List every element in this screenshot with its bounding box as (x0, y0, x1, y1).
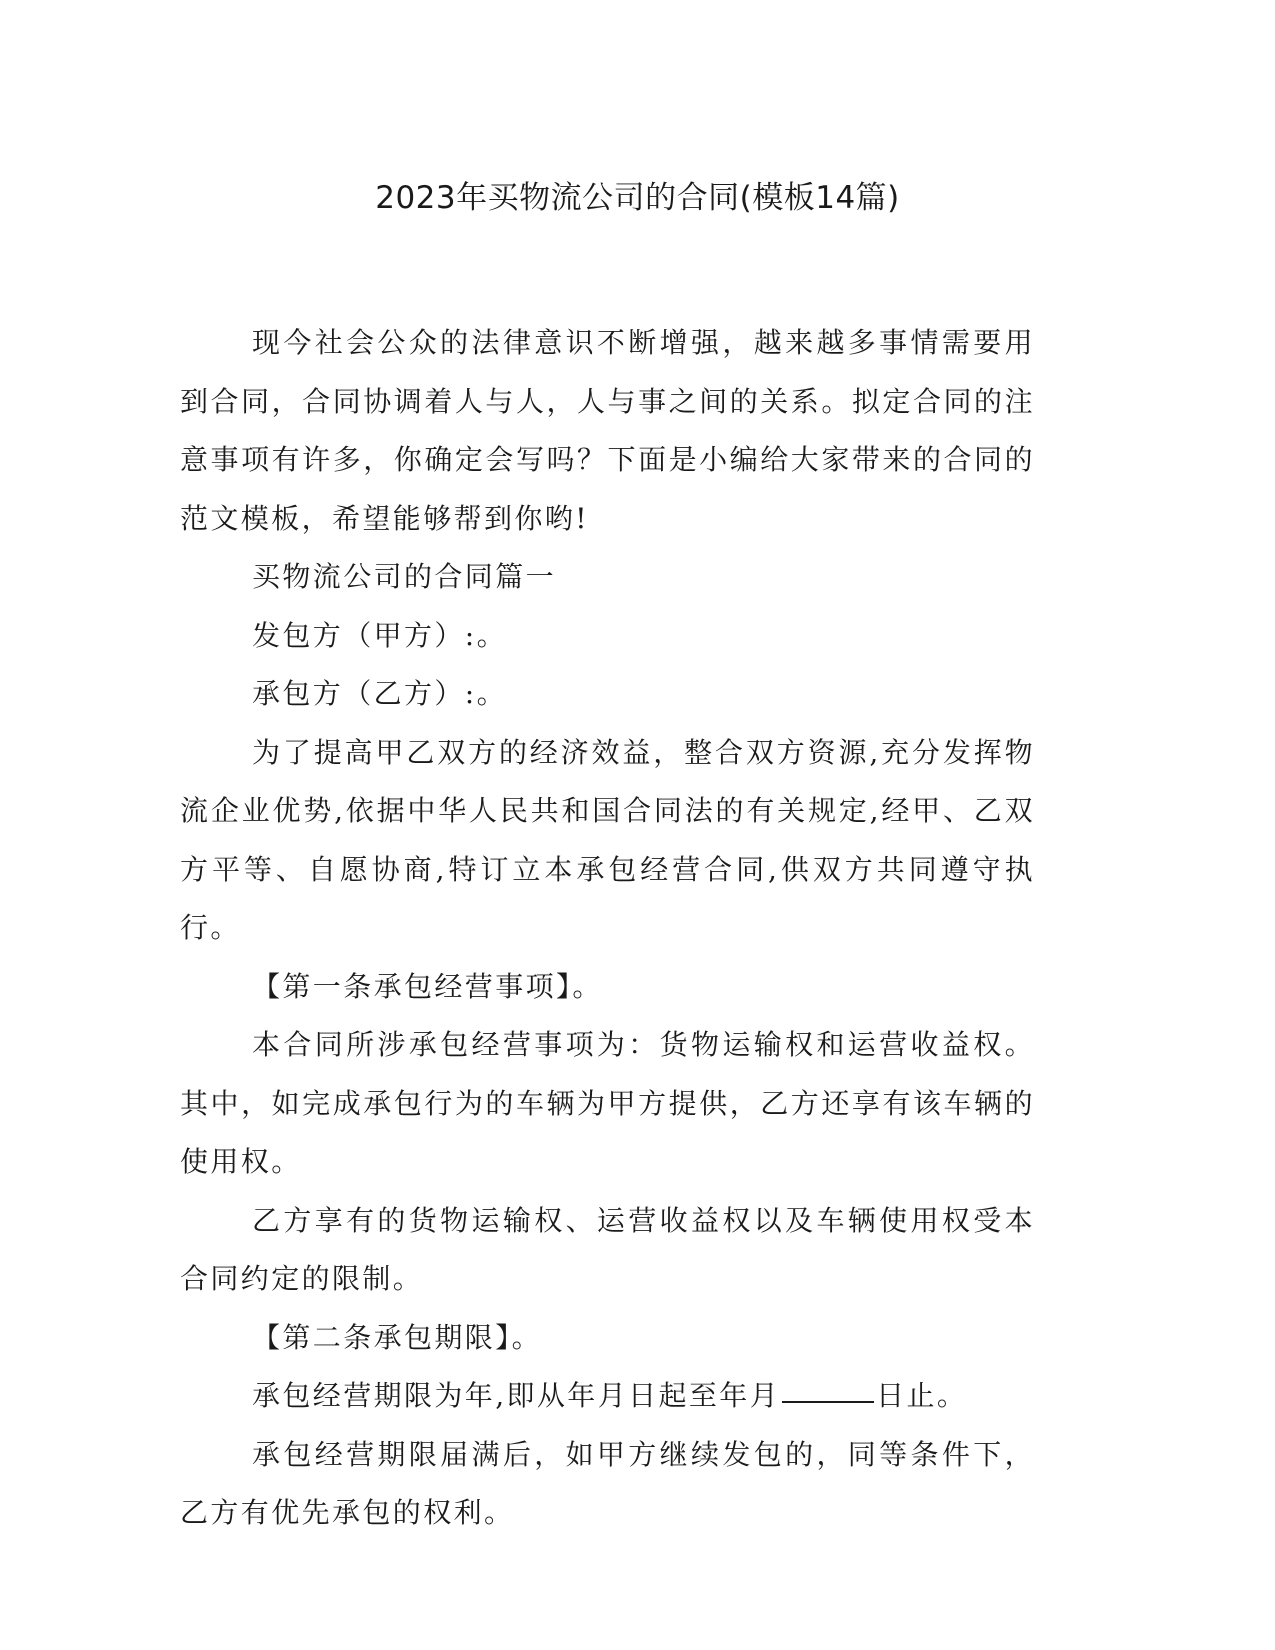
period-clause (180, 1367, 1035, 1426)
section-heading: 买物流公司的合同篇一 (252, 560, 557, 593)
period-text-before: 承包经营期限为年,即从年月日起至年月 (252, 1379, 781, 1412)
article-1-paragraph-2: 乙方享有的货物运输权、运营收益权以及车辆使用权受本合同约定的限制。 (180, 1203, 1035, 1295)
document-body (180, 314, 1035, 1543)
renewal-paragraph: 承包经营期限届满后，如甲方继续发包的，同等条件下，乙方有优先承包的权利。 (180, 1437, 1035, 1529)
fill-in-blank (782, 1401, 874, 1403)
preamble-paragraph: 为了提高甲乙双方的经济效益，整合双方资源,充分发挥物流企业优势,依据中华人民共和国合同法的有关规定,经甲、乙双方平等、自愿协商,特订立本承包经营合同,供双方共同遵守执行。 (180, 735, 1035, 944)
party-b-line: 承包方（乙方）:。 (252, 677, 508, 710)
article-1-paragraph-1: 本合同所涉承包经营事项为：货物运输权和运营收益权。其中，如完成承包行为的车辆为甲方提供，乙方还享有该车辆的使用权。 (180, 1028, 1035, 1178)
intro-paragraph: 现今社会公众的法律意识不断增强，越来越多事情需要用到合同，合同协调着人与人，人与事之间的关系。拟定合同的注意事项有许多，你确定会写吗？下面是小编给大家带来的合同的范文模板，希望能够帮到你哟! (180, 326, 1035, 535)
document-title: 2023年买物流公司的合同(模板14篇) (375, 180, 900, 216)
article-2-heading: 【第二条承包期限】。 (252, 1320, 543, 1354)
period-text-after: 日止。 (876, 1379, 968, 1412)
party-a-line: 发包方（甲方）:。 (252, 618, 508, 652)
article-1-heading: 【第一条承包经营事项】。 (252, 969, 603, 1003)
